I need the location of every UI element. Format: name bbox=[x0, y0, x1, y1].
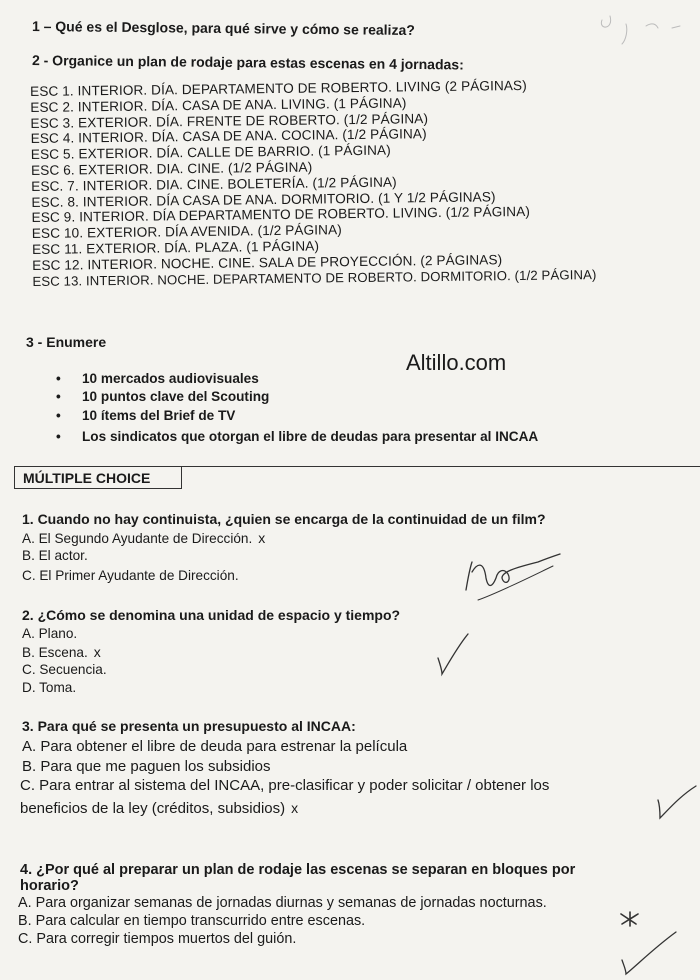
scene-item: ESC. 7. INTERIOR. DIA. CINE. BOLETERÍA. (1/2 PÁGINA) bbox=[31, 174, 397, 194]
enumerate-item: • 10 puntos clave del Scouting bbox=[56, 388, 538, 406]
mc-option: C. El Primer Ayudante de Dirección. bbox=[22, 568, 239, 583]
mc-option: A. Para obtener el libre de deuda para estrenar la película bbox=[22, 738, 408, 755]
checkmark-icon bbox=[652, 784, 700, 824]
question-3-title: 3 - Enumere bbox=[26, 334, 107, 350]
mc-question-2: 2. ¿Cómo se denomina una unidad de espacio y tiempo? bbox=[22, 607, 401, 623]
mc-option: C. Para entrar al sistema del INCAA, pre-clasificar y poder solicitar / obtener los bbox=[20, 777, 550, 794]
enumerate-item: • 10 mercados audiovisuales bbox=[56, 370, 538, 388]
scene-item: ESC 6. EXTERIOR. DIA. CINE. (1/2 PÁGINA) bbox=[30, 159, 313, 178]
handwritten-no-mark bbox=[458, 548, 568, 608]
mc-question-4-continued: horario? bbox=[20, 878, 79, 894]
mc-option: A. Plano. bbox=[22, 626, 78, 641]
mc-option: B. Para que me paguen los subsidios bbox=[22, 758, 271, 775]
star-cross-mark bbox=[618, 910, 642, 930]
mc-option: A. Para organizar semanas de jornadas diurnas y semanas de jornadas nocturnas. bbox=[18, 895, 547, 911]
question-1-title: 1 – Qué es el Desglose, para qué sirve y cómo se realiza? bbox=[31, 18, 415, 39]
multiple-choice-box bbox=[14, 467, 182, 489]
faint-scribble bbox=[596, 6, 696, 46]
scene-item: ESC 3. EXTERIOR. DÍA. FRENTE DE ROBERTO. (1/2 PÁGINA) bbox=[30, 110, 429, 131]
enumerate-item: • Los sindicatos que otorgan el libre de deudas para presentar al INCAA bbox=[56, 428, 538, 446]
checkmark-icon bbox=[620, 930, 680, 980]
mc-question-4: 4. ¿Por qué al preparar un plan de rodaje las escenas se separan en bloques por bbox=[20, 862, 576, 878]
question-2-title: 2 - Organice un plan de rodaje para estas escenas en 4 jornadas: bbox=[31, 52, 464, 73]
mc-question-3: 3. Para qué se presenta un presupuesto al INCAA: bbox=[22, 718, 356, 734]
scene-item: ESC 4. INTERIOR. DÍA. CASA DE ANA. COCINA. (1/2 PÁGINA) bbox=[30, 126, 427, 147]
mc-option: beneficios de la ley (créditos, subsidios) x bbox=[20, 800, 299, 817]
cross-mark: x bbox=[291, 800, 299, 816]
cross-mark: x bbox=[93, 644, 101, 660]
scene-item: ESC 9. INTERIOR. DÍA DEPARTAMENTO DE ROBERTO. LIVING. (1/2 PÁGINA) bbox=[31, 204, 531, 226]
scene-item: ESC 10. EXTERIOR. DÍA AVENIDA. (1/2 PÁGINA) bbox=[31, 222, 342, 242]
cross-mark: x bbox=[258, 530, 266, 546]
scene-item: ESC 5. EXTERIOR. DÍA. CALLE DE BARRIO. (1 PÁGINA) bbox=[30, 142, 391, 163]
scene-item: ESC. 8. INTERIOR. DÍA CASA DE ANA. DORMITORIO. (1 Y 1/2 PÁGINAS) bbox=[31, 188, 496, 210]
scene-item: ESC 11. EXTERIOR. DÍA. PLAZA. (1 PÁGINA) bbox=[31, 238, 320, 257]
multiple-choice-title: MÚLTIPLE CHOICE bbox=[23, 470, 151, 486]
scene-item: ESC 12. INTERIOR. NOCHE. CINE. SALA DE PROYECCIÓN. (2 PÁGINAS) bbox=[32, 252, 503, 273]
mc-option: B. Escena. x bbox=[22, 644, 101, 660]
mc-option: D. Toma. bbox=[22, 680, 77, 695]
mc-option: B. El actor. bbox=[22, 548, 88, 563]
multiple-choice-header bbox=[14, 466, 700, 489]
scene-list bbox=[30, 76, 697, 289]
mc-question-1: 1. Cuando no hay continuista, ¿quien se encarga de la continuidad de un film? bbox=[22, 511, 546, 527]
watermark: Altillo.com bbox=[406, 350, 507, 375]
checkmark-icon bbox=[434, 630, 474, 680]
scene-item: ESC 13. INTERIOR. NOCHE. DEPARTAMENTO DE ROBERTO. DORMITORIO. (1/2 PÁGINA) bbox=[32, 266, 597, 289]
enumerate-item: • 10 ítems del Brief de TV bbox=[56, 407, 538, 425]
scene-item: ESC 2. INTERIOR. DÍA. CASA DE ANA. LIVING. (1 PÁGINA) bbox=[30, 95, 407, 115]
mc-option: B. Para calcular en tiempo transcurrido entre escenas. bbox=[18, 913, 366, 929]
mc-option: C. Secuencia. bbox=[22, 662, 107, 677]
mc-option: A. El Segundo Ayudante de Dirección. x bbox=[22, 530, 266, 546]
scene-item: ESC 1. INTERIOR. DÍA. DEPARTAMENTO DE ROBERTO. LIVING (2 PÁGINAS) bbox=[30, 77, 527, 99]
mc-option: C. Para corregir tiempos muertos del guión. bbox=[18, 931, 297, 947]
enumerate-list bbox=[56, 370, 538, 447]
